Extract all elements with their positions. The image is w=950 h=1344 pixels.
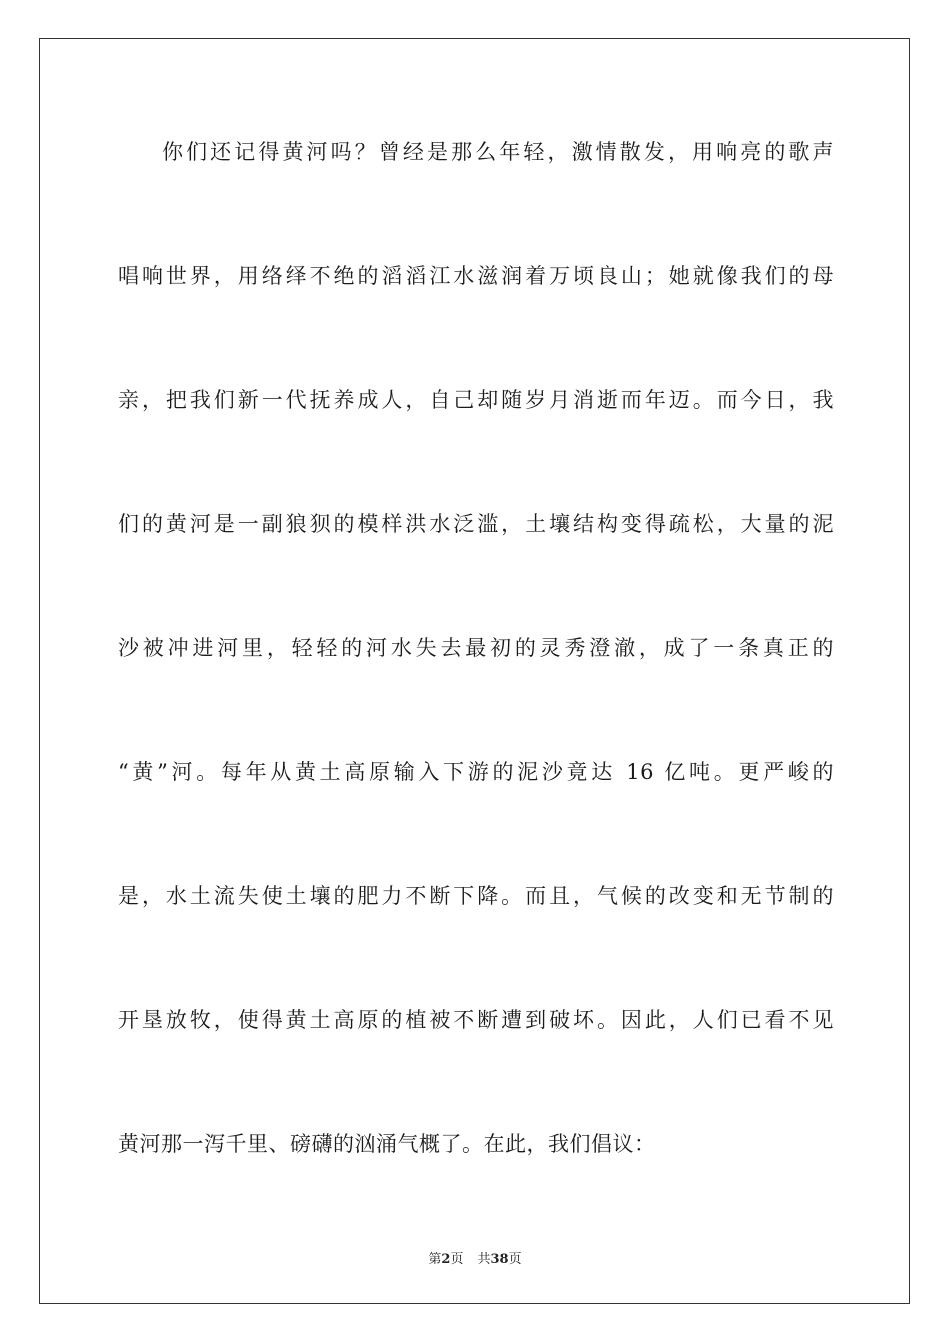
paragraph-line-6: “黄”河。每年从黄土高原输入下游的泥沙竟达 16 亿吨。更严峻的 (118, 760, 834, 784)
page-number: 2 (441, 1252, 451, 1267)
paragraph-line-4: 们的黄河是一副狼狈的模样洪水泛滥，土壤结构变得疏松，大量的泥 (118, 512, 834, 536)
page-suffix: 页 (450, 1252, 464, 1267)
paragraph-line-3: 亲，把我们新一代抚养成人，自己却随岁月消逝而年迈。而今日，我 (118, 388, 834, 412)
paragraph-line-2: 唱响世界，用络绎不绝的滔滔江水滋润着万顷良山；她就像我们的母 (118, 264, 834, 288)
paragraph-line-8: 开垦放牧，使得黄土高原的植被不断遭到破坏。因此，人们已看不见 (118, 1008, 834, 1032)
page-footer (0, 1248, 950, 1267)
page-prefix: 第 (428, 1252, 442, 1267)
total-prefix: 共 (477, 1252, 491, 1267)
paragraph-line-9: 黄河那一泻千里、磅礴的汹涌气概了。在此，我们倡议： (118, 1132, 656, 1156)
paragraph-line-1: 你们还记得黄河吗？曾经是那么年轻，激情散发，用响亮的歌声 (162, 140, 834, 164)
paragraph-line-7: 是，水土流失使土壤的肥力不断下降。而且，气候的改变和无节制的 (118, 884, 834, 908)
total-pages: 38 (490, 1252, 509, 1267)
paragraph-line-5: 沙被冲进河里，轻轻的河水失去最初的灵秀澄澈，成了一条真正的 (118, 636, 834, 660)
total-suffix: 页 (508, 1252, 522, 1267)
document-body (118, 124, 834, 1240)
